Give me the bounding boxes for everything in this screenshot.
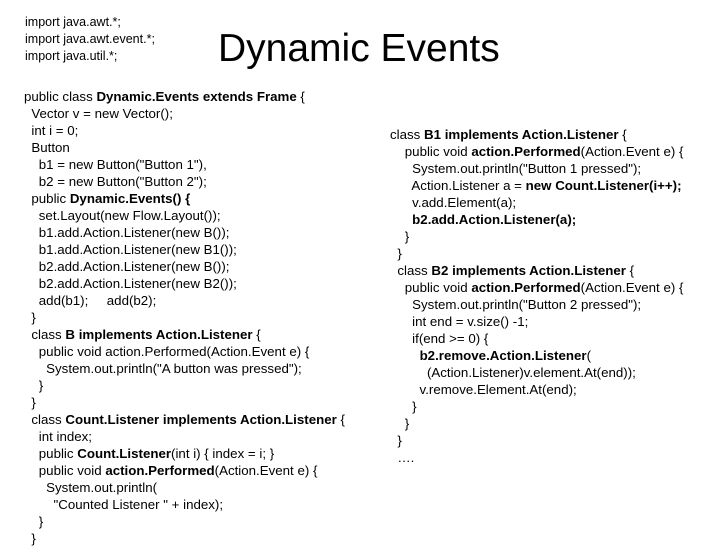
code-text: v.add.Element(a);	[390, 195, 517, 210]
code-line	[390, 415, 683, 432]
code-block-right	[390, 126, 683, 466]
code-text: {	[296, 89, 305, 104]
code-text: public	[24, 191, 70, 206]
code-line	[390, 330, 683, 347]
code-text: }	[390, 229, 410, 244]
code-text: Vector v = new Vector();	[24, 106, 173, 121]
code-text: }	[390, 433, 402, 448]
code-line	[390, 398, 683, 415]
code-text: }	[24, 514, 44, 529]
code-text	[390, 212, 412, 227]
code-line	[390, 381, 683, 398]
code-line	[390, 211, 683, 228]
import-statements	[25, 14, 155, 65]
code-text	[390, 348, 420, 363]
code-line	[390, 245, 683, 262]
code-line	[24, 530, 345, 547]
code-keyword: Count.Listener implements Action.Listener	[65, 412, 337, 427]
code-text: v.remove.Element.At(end);	[390, 382, 577, 397]
code-line	[24, 207, 345, 224]
code-line	[24, 139, 345, 156]
code-line	[390, 126, 683, 143]
code-text: (Action.Event e) {	[580, 144, 684, 159]
code-line	[390, 177, 683, 194]
code-text: class	[24, 327, 66, 342]
code-line	[24, 326, 345, 343]
code-line	[390, 228, 683, 245]
code-line	[24, 241, 345, 258]
code-text: }	[24, 310, 36, 325]
code-keyword: new Count.Listener(i++);	[525, 178, 682, 193]
code-line	[24, 360, 345, 377]
code-text: }	[390, 399, 417, 414]
code-text: (Action.Listener)v.element.At(end));	[390, 365, 636, 380]
code-keyword: B implements Action.Listener	[65, 327, 253, 342]
code-line	[24, 343, 345, 360]
code-line	[24, 394, 345, 411]
code-text: System.out.println("A button was pressed");	[24, 361, 302, 376]
code-line	[24, 411, 345, 428]
code-line	[24, 105, 345, 122]
code-text: {	[625, 263, 635, 278]
code-text: int end = v.size() -1;	[390, 314, 529, 329]
code-line	[24, 224, 345, 241]
code-line	[24, 479, 345, 496]
code-line	[24, 309, 345, 326]
code-text: public void action.Performed(Action.Event e) {	[24, 344, 310, 359]
code-line	[24, 156, 345, 173]
code-text: b1.add.Action.Listener(new B1());	[24, 242, 237, 257]
code-line	[24, 258, 345, 275]
code-keyword: B2 implements Action.Listener	[431, 263, 626, 278]
code-line	[390, 449, 683, 466]
code-keyword: Count.Listener	[77, 446, 172, 461]
code-text: }	[390, 416, 410, 431]
code-line	[24, 428, 345, 445]
code-line	[390, 194, 683, 211]
code-line	[390, 160, 683, 177]
code-text: (Action.Event e) {	[214, 463, 318, 478]
code-text: int i = 0;	[24, 123, 79, 138]
code-block-left	[24, 88, 345, 547]
code-line	[390, 262, 683, 279]
code-line	[24, 462, 345, 479]
code-keyword: Dynamic.Events() {	[69, 191, 191, 206]
code-text: System.out.println(	[24, 480, 158, 495]
code-text: System.out.println("Button 2 pressed");	[390, 297, 642, 312]
code-keyword: b2.remove.Action.Listener	[419, 348, 587, 363]
code-keyword: action.Performed	[105, 463, 215, 478]
code-text: class	[24, 412, 66, 427]
code-text: set.Layout(new Flow.Layout());	[24, 208, 221, 223]
code-text: public void	[390, 280, 472, 295]
code-text: public	[24, 446, 78, 461]
code-text: (int i) { index = i; }	[171, 446, 275, 461]
code-text: class	[390, 263, 432, 278]
code-text: b2.add.Action.Listener(new B());	[24, 259, 230, 274]
code-line	[390, 432, 683, 449]
code-line	[390, 143, 683, 160]
code-line	[390, 279, 683, 296]
code-text: b2 = new Button("Button 2");	[24, 174, 207, 189]
code-text: b2.add.Action.Listener(new B2());	[24, 276, 237, 291]
code-text: b1.add.Action.Listener(new B());	[24, 225, 230, 240]
code-text: Action.Listener a =	[390, 178, 526, 193]
code-text: }	[24, 531, 36, 546]
code-keyword: B1 implements Action.Listener	[424, 127, 619, 142]
code-keyword: b2.add.Action.Listener(a);	[412, 212, 577, 227]
code-line	[24, 275, 345, 292]
code-keyword: Dynamic.Events	[96, 89, 200, 104]
import-line: import java.awt.*;	[25, 15, 121, 29]
code-text: public void	[24, 463, 106, 478]
code-line	[24, 292, 345, 309]
code-text: {	[336, 412, 345, 427]
code-line	[24, 173, 345, 190]
code-line	[24, 122, 345, 139]
code-text: {	[252, 327, 261, 342]
code-text: }	[390, 246, 402, 261]
code-text: "Counted Listener " + index);	[24, 497, 224, 512]
code-line	[24, 377, 345, 394]
code-line	[390, 347, 683, 364]
code-text: ….	[390, 450, 415, 465]
code-text: class	[390, 127, 424, 142]
code-line	[24, 445, 345, 462]
code-line	[390, 313, 683, 330]
code-text: (	[586, 348, 591, 363]
code-keyword: action.Performed	[471, 280, 581, 295]
code-text: if(end >= 0) {	[390, 331, 489, 346]
code-text: (Action.Event e) {	[580, 280, 684, 295]
code-line	[24, 513, 345, 530]
code-line	[24, 190, 345, 207]
code-text: public void	[390, 144, 472, 159]
code-text: }	[24, 378, 44, 393]
code-text: }	[24, 395, 36, 410]
code-text: b1 = new Button("Button 1"),	[24, 157, 207, 172]
code-line	[24, 88, 345, 105]
code-text: {	[618, 127, 627, 142]
code-text: int index;	[24, 429, 92, 444]
code-keyword: extends Frame	[202, 89, 297, 104]
code-text: Button	[24, 140, 70, 155]
code-line	[390, 364, 683, 381]
code-keyword: action.Performed	[471, 144, 581, 159]
code-text: System.out.println("Button 1 pressed");	[390, 161, 642, 176]
code-text: add(b1); add(b2);	[24, 293, 157, 308]
code-line	[24, 496, 345, 513]
import-line: import java.util.*;	[25, 49, 118, 63]
page-title: Dynamic Events	[218, 27, 500, 70]
code-line	[390, 296, 683, 313]
code-text: public class	[24, 89, 97, 104]
import-line: import java.awt.event.*;	[25, 32, 155, 46]
